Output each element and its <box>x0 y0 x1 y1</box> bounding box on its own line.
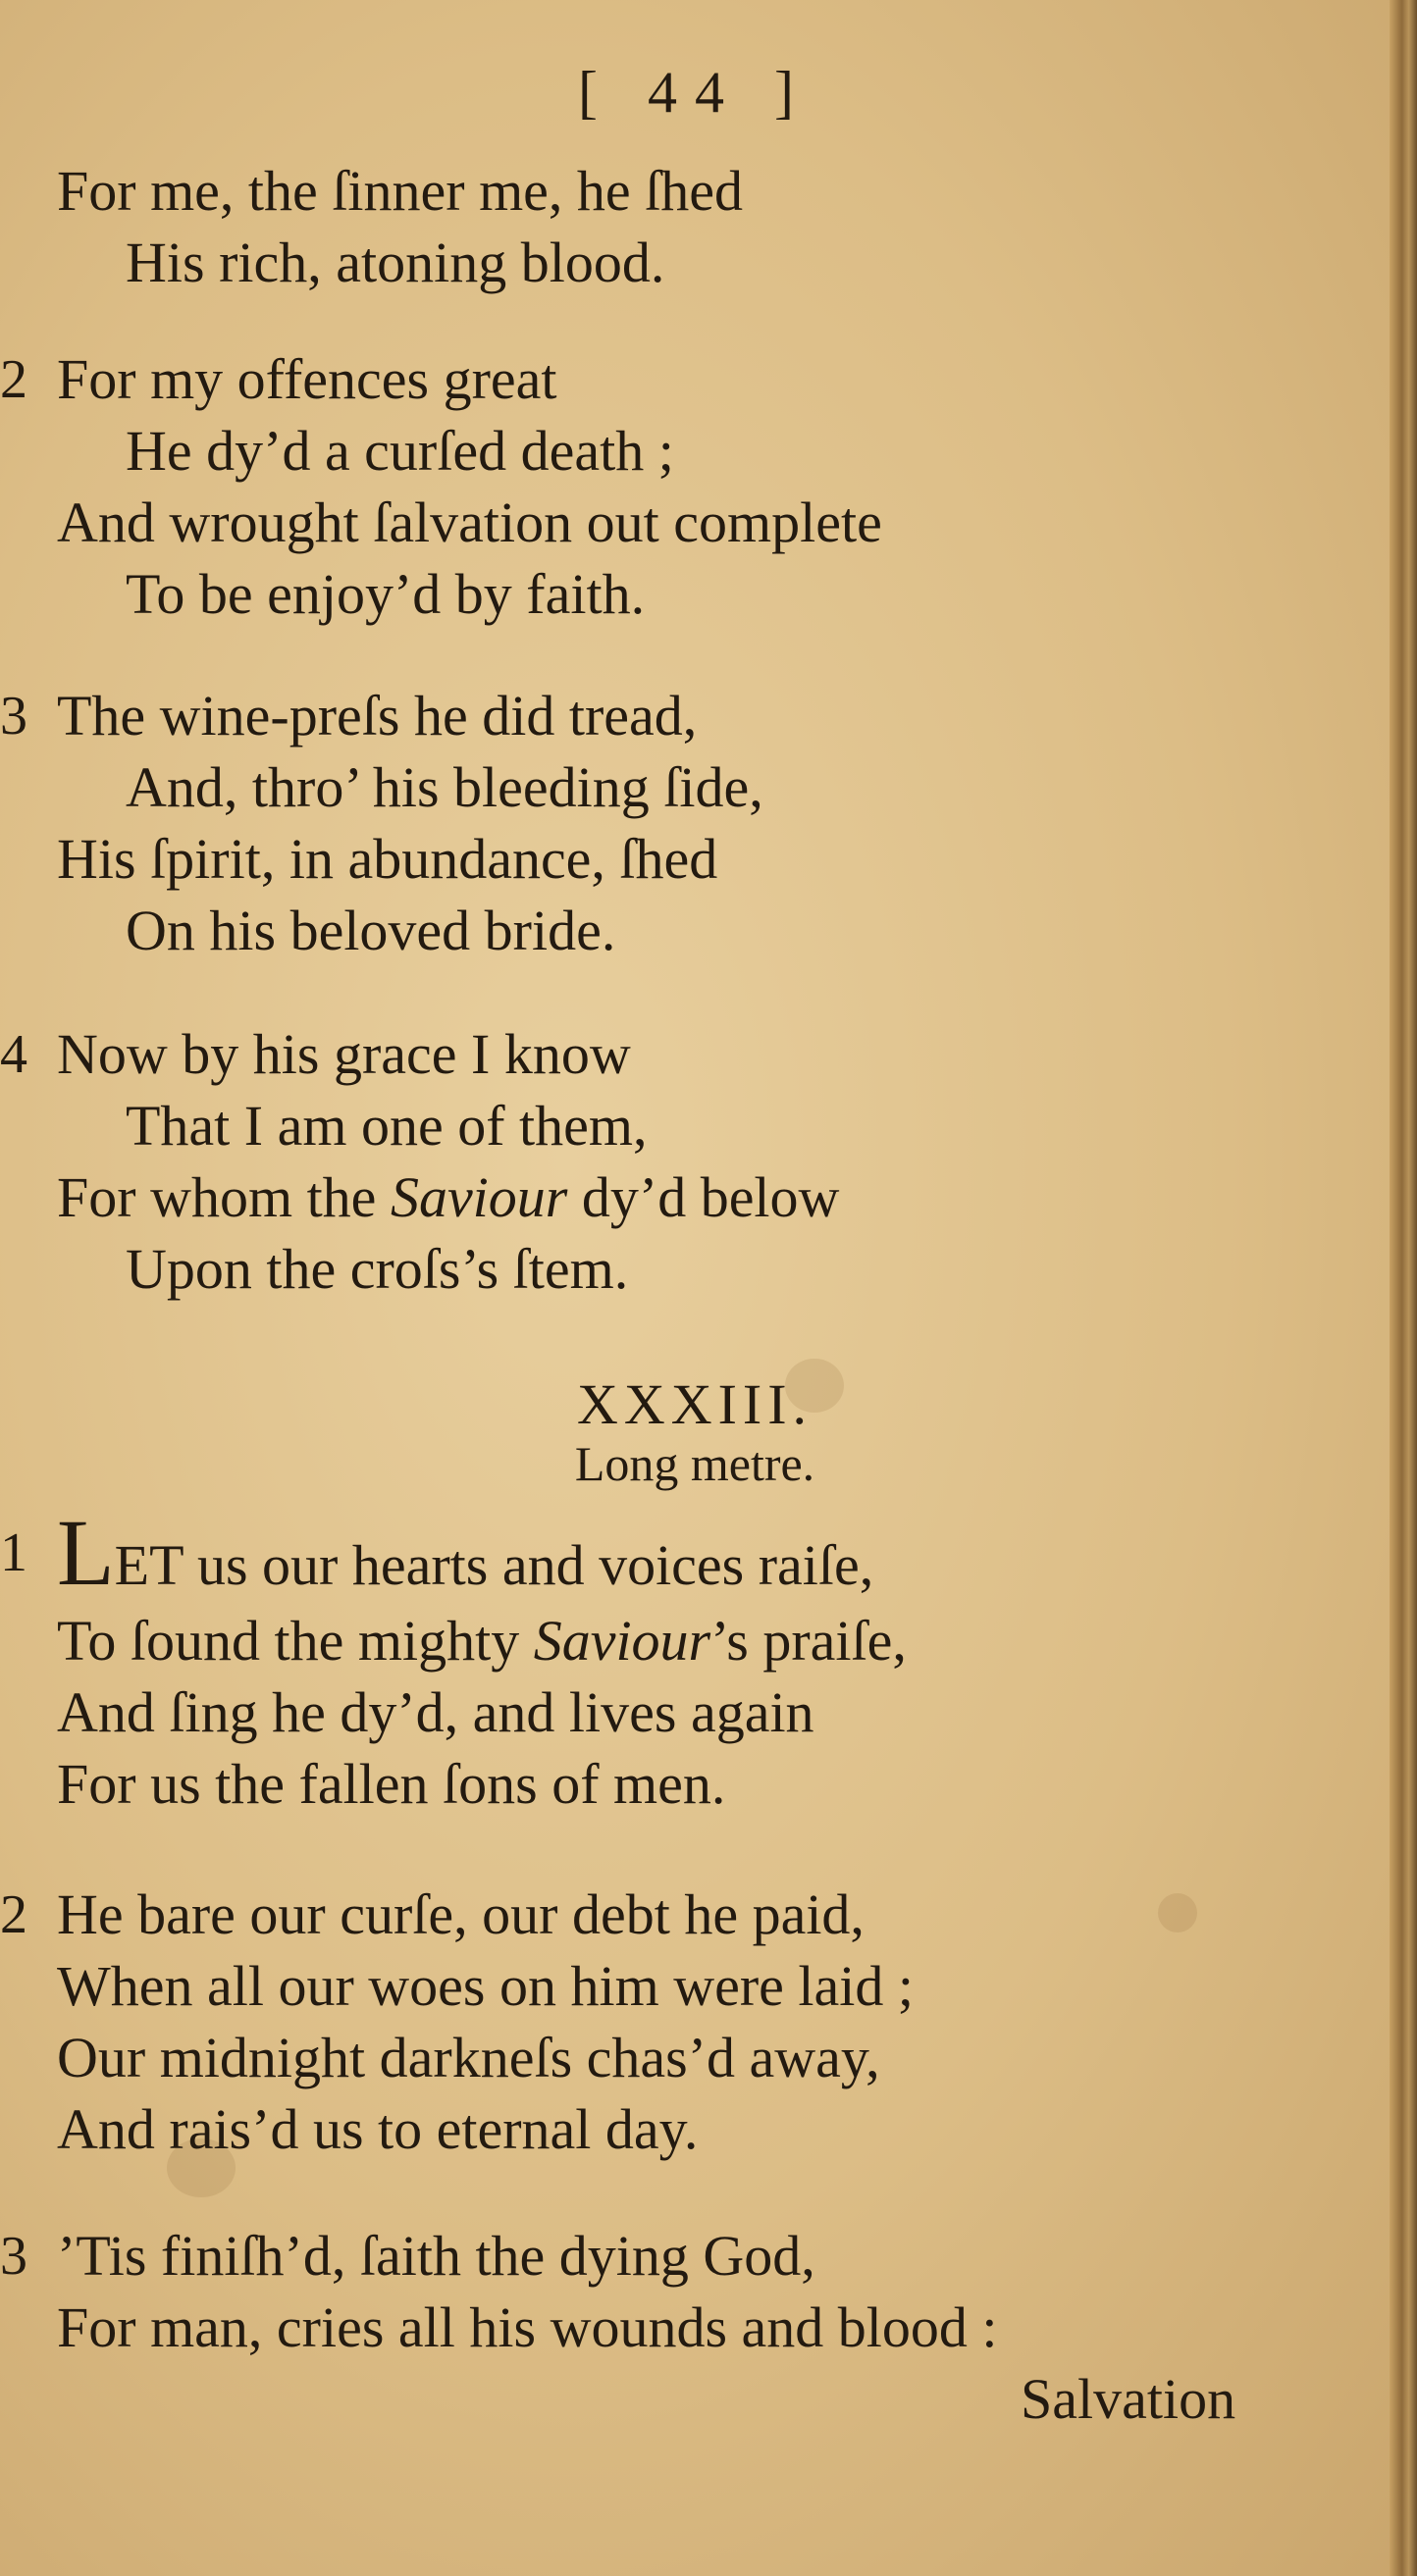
verse-line: And ſing he dy’d, and lives again <box>57 1680 814 1744</box>
page-edge <box>1390 0 1417 2576</box>
verse-text: ET us our hearts and voices raiſe, <box>114 1533 874 1597</box>
verse-number: 4 <box>0 1024 27 1085</box>
verse-line: The wine-preſs he did tread, <box>57 684 698 747</box>
verse-line: When all our woes on him were laid ; <box>57 1954 914 2018</box>
verse-number: 2 <box>0 1884 27 1945</box>
verse-text: To ſound the mighty <box>57 1609 534 1673</box>
verse-line: For my offences great <box>57 347 557 411</box>
verse-line-with-italic <box>57 1607 907 1675</box>
verse-text: ’s praiſe, <box>710 1609 907 1673</box>
drop-cap: L <box>57 1500 115 1605</box>
verse-number: 1 <box>0 1522 27 1583</box>
hymn-metre: Long metre. <box>574 1436 815 1491</box>
verse-line: On his beloved bride. <box>126 899 616 962</box>
hymn-title: XXXIII. <box>576 1372 813 1436</box>
verse-line: And, thro’ his bleeding ſide, <box>126 755 763 819</box>
verse-line-with-italic <box>57 1163 839 1232</box>
verse-text: dy’d below <box>567 1165 840 1229</box>
italic-word: Saviour <box>533 1609 711 1673</box>
page-number: [ 44 ] <box>578 60 812 125</box>
verse-line: His ſpirit, in abundance, ſhed <box>57 827 718 891</box>
verse-line: For man, cries all his wounds and blood : <box>57 2295 998 2359</box>
verse-line: His rich, atoning blood. <box>126 231 665 294</box>
verse-line: And rais’d us to eternal day. <box>57 2097 699 2161</box>
catchword: Salvation <box>1021 2367 1236 2431</box>
verse-line: And wrought ſalvation out complete <box>57 490 882 554</box>
verse-line: To be enjoy’d by faith. <box>126 562 646 626</box>
verse-line: He dy’d a curſed death ; <box>126 419 674 483</box>
verse-number: 3 <box>0 686 27 747</box>
verse-line: Now by his grace I know <box>57 1022 631 1086</box>
foxing-stain <box>1158 1893 1197 1932</box>
verse-text: For whom the <box>57 1165 391 1229</box>
verse-line: Upon the croſs’s ſtem. <box>126 1237 629 1301</box>
verse-line: He bare our curſe, our debt he paid, <box>57 1882 865 1946</box>
verse-line: That I am one of them, <box>126 1094 648 1158</box>
verse-number: 2 <box>0 349 27 410</box>
verse-line: For us the fallen ſons of men. <box>57 1752 726 1816</box>
verse-line: For me, the ſinner me, he ſhed <box>57 159 744 223</box>
verse-line: ’Tis finiſh’d, ſaith the dying God, <box>57 2224 815 2288</box>
verse-line-with-dropcap <box>57 1500 874 1605</box>
italic-word: Saviour <box>390 1165 568 1229</box>
verse-line: Our midnight darkneſs chas’d away, <box>57 2026 880 2089</box>
verse-number: 3 <box>0 2226 27 2287</box>
